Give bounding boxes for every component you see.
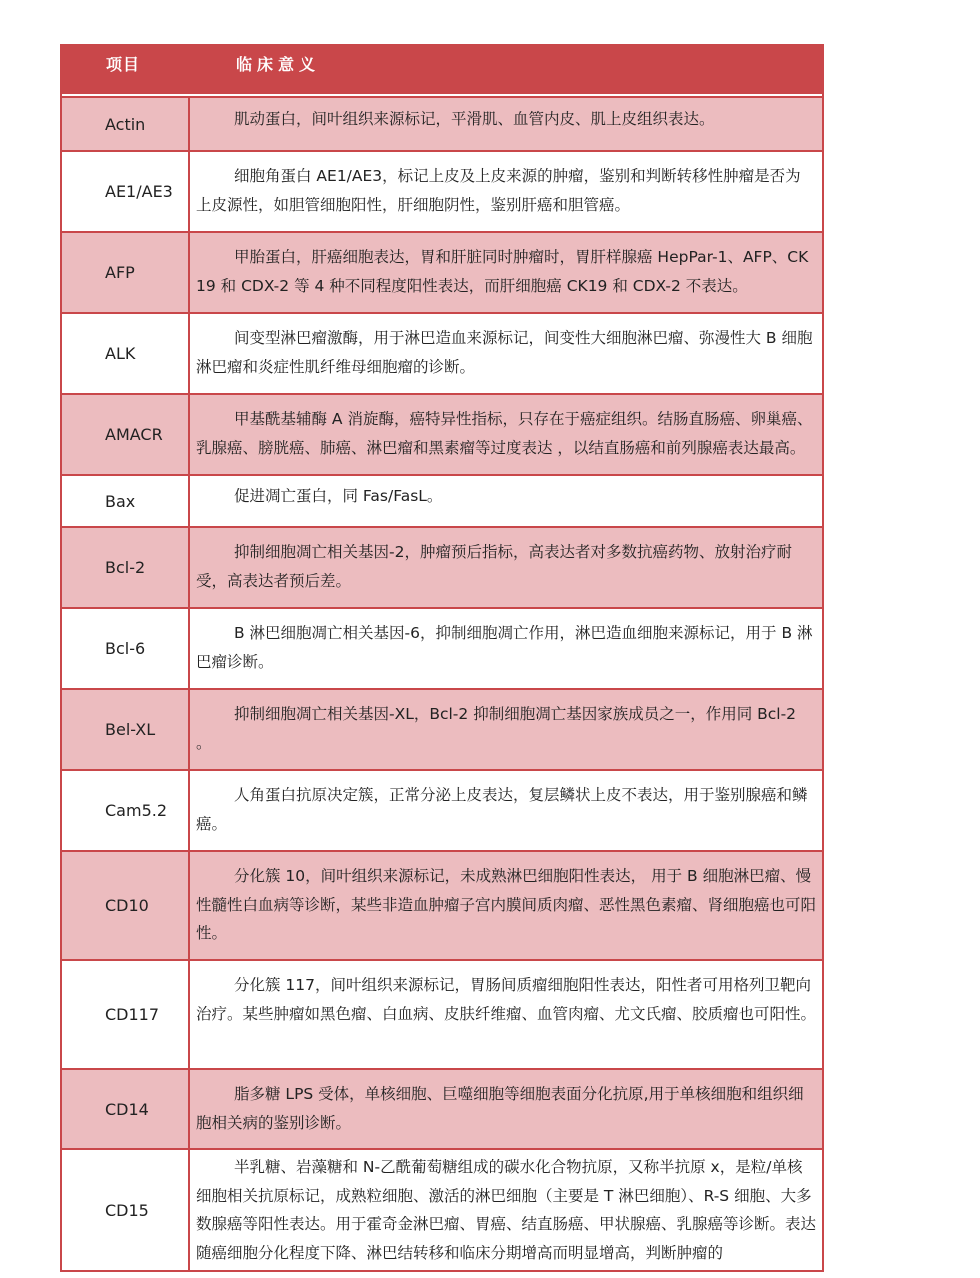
marker-name: AMACR	[62, 395, 190, 474]
marker-name: ALK	[62, 314, 190, 393]
table-row	[62, 609, 822, 690]
marker-description: 肌动蛋白，间叶组织来源标记，平滑肌、血管内皮、肌上皮组织表达。	[234, 110, 715, 128]
marker-name: Cam5.2	[62, 771, 190, 850]
marker-name: CD14	[62, 1070, 190, 1148]
marker-name: Bax	[62, 476, 190, 526]
marker-name: Actin	[62, 98, 190, 150]
marker-description: 促进凋亡蛋白，同 Fas/FasL。	[234, 487, 443, 505]
table-row	[62, 96, 822, 152]
table-row	[62, 233, 822, 314]
header-item-label: 项目	[106, 55, 141, 74]
marker-name: Bel-XL	[62, 690, 190, 769]
marker-description: B 淋巴细胞凋亡相关基因-6，抑制细胞凋亡作用，淋巴造血细胞来源标记，用于 B 淋巴瘤诊断。	[196, 624, 813, 671]
marker-name: CD15	[62, 1150, 190, 1270]
marker-name: Bcl-6	[62, 609, 190, 688]
marker-description: 甲基酰基辅酶 A 消旋酶，癌特异性指标，只存在于癌症组织。结肠直肠癌、卵巢癌、乳腺癌、膀胱癌、肺癌、淋巴瘤和黑素瘤等过度表达 ，以结直肠癌和前列腺癌表达最高。	[196, 410, 813, 457]
marker-description: 人角蛋白抗原决定簇，正常分泌上皮表达，复层鳞状上皮不表达，用于鉴别腺癌和鳞癌。	[196, 786, 808, 833]
clinical-marker-table	[60, 44, 824, 1272]
marker-description: 抑制细胞凋亡相关基因-XL，Bcl-2 抑制细胞凋亡基因家族成员之一，作用同 Bcl-2 。	[196, 705, 797, 752]
table-row	[62, 152, 822, 233]
table-row	[62, 1150, 822, 1272]
marker-description: 半乳糖、岩藻糖和 N-乙酰葡萄糖组成的碳水化合物抗原，又称半抗原 x，是粒/单核细胞相关抗原标记，成熟粒细胞、激活的淋巴细胞（主要是 T 淋巴细胞）、R-S 细胞、大多数腺癌等阳性表达。用于霍奇金淋巴瘤、胃癌、结直肠癌、甲状腺癌、乳腺癌等诊断。表达随癌细胞分化程度下降、淋巴结转移和临床分期增高而明显增高，判断肿瘤的	[196, 1158, 817, 1262]
marker-description: 抑制细胞凋亡相关基因-2，肿瘤预后指标，高表达者对多数抗癌药物、放射治疗耐受，高表达者预后差。	[196, 543, 792, 590]
marker-name: AE1/AE3	[62, 152, 190, 231]
table-row	[62, 690, 822, 771]
header-significance-label: 临床意义	[236, 55, 321, 74]
marker-description: 分化簇 117，间叶组织来源标记，胃肠间质瘤细胞阳性表达，阳性者可用格列卫靶向治疗。某些肿瘤如黑色瘤、白血病、皮肤纤维瘤、血管肉瘤、尤文氏瘤、胶质瘤也可阳性。	[196, 976, 817, 1023]
marker-name: CD117	[62, 961, 190, 1068]
marker-description: 甲胎蛋白，肝癌细胞表达，胃和肝脏同时肿瘤时，胃肝样腺癌 HepPar-1、AFP、CK19 和 CDX-2 等 4 种不同程度阳性表达，而肝细胞癌 CK19 和 CDX-2 不表达。	[196, 248, 809, 295]
marker-description: 间变型淋巴瘤激酶，用于淋巴造血来源标记，间变性大细胞淋巴瘤、弥漫性大 B 细胞淋巴瘤和炎症性肌纤维母细胞瘤的诊断。	[196, 329, 813, 376]
table-row	[62, 771, 822, 852]
marker-name: Bcl-2	[62, 528, 190, 607]
table-row	[62, 476, 822, 528]
table-header	[62, 44, 822, 96]
marker-name: CD10	[62, 852, 190, 959]
table-row	[62, 528, 822, 609]
marker-name: AFP	[62, 233, 190, 312]
marker-description: 分化簇 10，间叶组织来源标记，未成熟淋巴细胞阳性表达， 用于 B 细胞淋巴瘤、慢性髓性白血病等诊断，某些非造血肿瘤子宫内膜间质肉瘤、恶性黑色素瘤、肾细胞癌也可阳性。	[196, 867, 817, 942]
table-row	[62, 1070, 822, 1150]
marker-description: 细胞角蛋白 AE1/AE3，标记上皮及上皮来源的肿瘤，鉴别和判断转移性肿瘤是否为上皮源性，如胆管细胞阳性，肝细胞阴性，鉴别肝癌和胆管癌。	[196, 167, 801, 214]
table-row	[62, 395, 822, 476]
table-row	[62, 852, 822, 961]
table-row	[62, 314, 822, 395]
table-row	[62, 961, 822, 1070]
marker-description: 脂多糖 LPS 受体，单核细胞、巨噬细胞等细胞表面分化抗原,用于单核细胞和组织细胞相关病的鉴别诊断。	[196, 1085, 804, 1132]
